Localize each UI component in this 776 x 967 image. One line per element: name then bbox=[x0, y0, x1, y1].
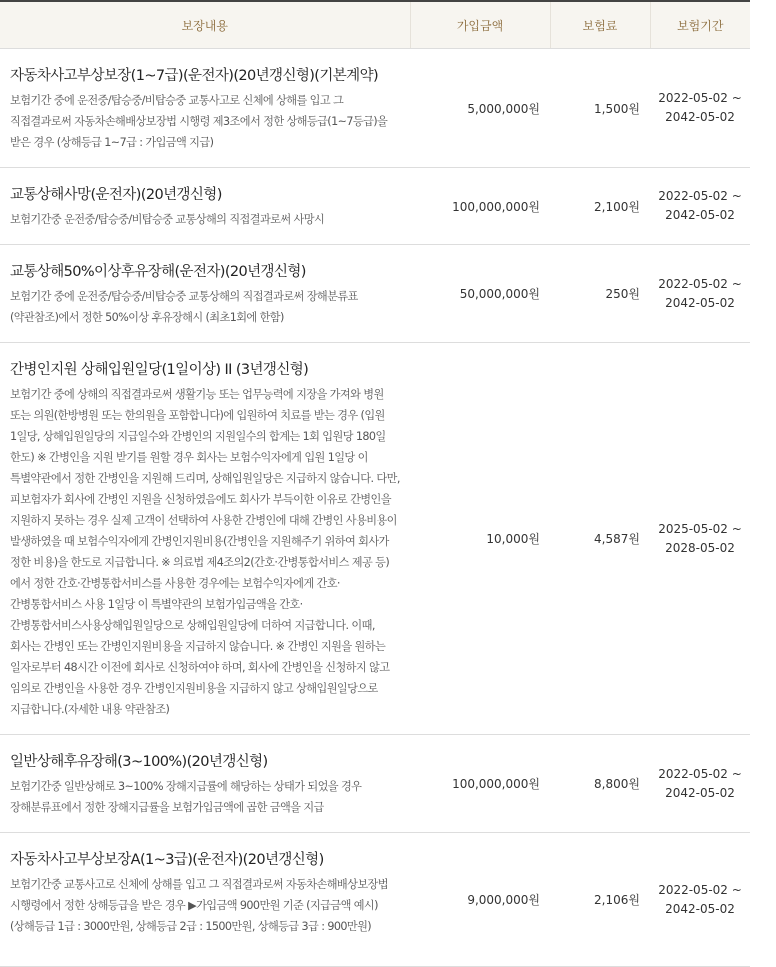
coverage-title: 자동차사고부상보장A(1~3급)(운전자)(20년갱신형) bbox=[10, 852, 324, 868]
table-header bbox=[0, 1, 750, 49]
table-row bbox=[0, 343, 750, 735]
coverage-premium: 1,500원 bbox=[550, 49, 650, 168]
coverage-content bbox=[0, 735, 410, 833]
coverage-description: 보험기간 중에 상해의 직접결과로써 생활기능 또는 업무능력에 지장을 가져와 병원 또는 의원(한방병원 또는 한의원을 포함합니다)에 입원하여 치료를 받는 경우 (입원 1일당, 상해입원일당의 지급일수와 간병인의 지원일수의 합계는 1회 입원당 180일 한도) ※ 간병인을 지원 받기를 원할 경우 회사는 보험수익자에게 입원 1일당 이 특별약관에서 정한 간병인을 지원해 드리며, 상해입원일당은 지급하지 않습니다. 다만, 피보험자가 회사에 간병인 지원을 신청하였음에도 회사가 부득이한 이유로 간병인을 지원하지 못하는 경우 실제 고객이 선택하여 사용한 간병인에 대해 간병인 사용비용이 발생하였을 때 보험수익자에게 간병인지원비용(간병인을 지원해주기 위하여 회사가 정한 비용)을 한도로 지급합니다. ※ 의료법 제4조의2(간호·간병통합서비스 제공 등)에서 정한 간호·간병통합서비스를 사용한 경우에는 보험수익자에게 간호·간병통합서비스 사용 1일당 이 특별약관의 보험가입금액을 간호·간병통합서비스사용상해입원일당으로 상해입원일당에 더하여 지급합니다. 이때, 회사는 간병인 또는 간병인지원비용을 지급하지 않습니다. ※ 간병인 지원을 원하는 일자로부터 48시간 이전에 회사로 신청하여야 하며, 회사에 간병인을 신청하지 않고 임의로 간병인을 사용한 경우 간병인지원비용을 지급하지 않고 상해입원일당으로 지급합니다.(자세한 내용 약관참조) bbox=[10, 388, 400, 716]
period-start: 2022-05-02 ~ bbox=[658, 276, 742, 291]
coverage-description: 보험기간 중에 운전중/탑승중/비탑승중 교통상해의 직접결과로써 장해분류표(약관참조)에서 정한 50%이상 후유장해시 (최초1회에 한함) bbox=[10, 290, 358, 324]
table-row bbox=[0, 245, 750, 343]
coverage-content bbox=[0, 168, 410, 245]
period-end: 2042-05-02 bbox=[665, 295, 735, 310]
coverage-title: 자동차사고부상보장(1~7급)(운전자)(20년갱신형)(기본계약) bbox=[10, 68, 379, 84]
coverage-amount: 50,000,000원 bbox=[410, 245, 550, 343]
period-start: 2022-05-02 ~ bbox=[658, 189, 742, 203]
coverage-description: 보험기간중 교통사고로 신체에 상해를 입고 그 직접결과로써 자동차손해배상보장법 시행령에서 정한 상해등급을 받은 경우 ▶가입금액 900만원 기준 (지급금액 예시) (상해등급 1급 : 3000만원, 상해등급 2급 : 1500만원, 상해등급 3급 : 900만원) bbox=[10, 878, 388, 933]
coverage-title: 교통상해사망(운전자)(20년갱신형) bbox=[10, 187, 222, 203]
coverage-period bbox=[650, 343, 750, 735]
coverage-content bbox=[0, 245, 410, 343]
coverage-premium: 8,800원 bbox=[550, 735, 650, 833]
coverage-premium: 2,106원 bbox=[550, 833, 650, 967]
period-start: 2022-05-02 ~ bbox=[658, 882, 742, 897]
table-row bbox=[0, 833, 750, 967]
period-start: 2022-05-02 ~ bbox=[658, 91, 742, 105]
header-premium: 보험료 bbox=[550, 1, 650, 49]
coverage-description: 보험기간중 일반상해로 3~100% 장해지급률에 해당하는 상태가 되었을 경우 장해분류표에서 정한 장해지급률을 보험가입금액에 곱한 금액을 지급 bbox=[10, 780, 362, 814]
header-period: 보험기간 bbox=[650, 1, 750, 49]
coverage-description: 보험기간 중에 운전중/탑승중/비탑승중 교통사고로 신체에 상해를 입고 그 직접결과로써 자동차손해배상보장법 시행령 제3조에서 정한 상해등급(1~7등급)을 받은 경우 (상해등급 1~7급 : 가입금액 지급) bbox=[10, 94, 388, 149]
coverage-amount: 9,000,000원 bbox=[410, 833, 550, 967]
coverage-title: 간병인지원 상해입원일당(1일이상) II (3년갱신형) bbox=[10, 362, 309, 378]
coverage-content bbox=[0, 343, 410, 735]
coverage-premium: 250원 bbox=[550, 245, 650, 343]
table-row bbox=[0, 735, 750, 833]
table-row bbox=[0, 168, 750, 245]
coverage-period bbox=[650, 833, 750, 967]
coverage-period bbox=[650, 735, 750, 833]
coverage-content bbox=[0, 49, 410, 168]
coverage-amount: 100,000,000원 bbox=[410, 735, 550, 833]
header-content: 보장내용 bbox=[0, 1, 410, 49]
period-end: 2042-05-02 bbox=[665, 110, 735, 124]
coverage-amount: 10,000원 bbox=[410, 343, 550, 735]
coverage-period bbox=[650, 49, 750, 168]
coverage-premium: 2,100원 bbox=[550, 168, 650, 245]
period-start: 2025-05-02 ~ bbox=[658, 521, 742, 536]
coverage-premium: 4,587원 bbox=[550, 343, 650, 735]
table-row bbox=[0, 49, 750, 168]
coverage-amount: 100,000,000원 bbox=[410, 168, 550, 245]
header-amount: 가입금액 bbox=[410, 1, 550, 49]
coverage-title: 일반상해후유장해(3~100%)(20년갱신형) bbox=[10, 754, 268, 770]
period-start: 2022-05-02 ~ bbox=[658, 766, 742, 781]
period-end: 2042-05-02 bbox=[665, 901, 735, 916]
coverage-description: 보험기간중 운전중/탑승중/비탑승중 교통상해의 직접결과로써 사망시 bbox=[10, 213, 325, 226]
period-end: 2042-05-02 bbox=[665, 208, 735, 222]
period-end: 2028-05-02 bbox=[665, 540, 735, 555]
coverage-content bbox=[0, 833, 410, 967]
coverage-amount: 5,000,000원 bbox=[410, 49, 550, 168]
period-end: 2042-05-02 bbox=[665, 785, 735, 800]
coverage-title: 교통상해50%이상후유장해(운전자)(20년갱신형) bbox=[10, 264, 306, 280]
coverage-period bbox=[650, 245, 750, 343]
coverage-period bbox=[650, 168, 750, 245]
